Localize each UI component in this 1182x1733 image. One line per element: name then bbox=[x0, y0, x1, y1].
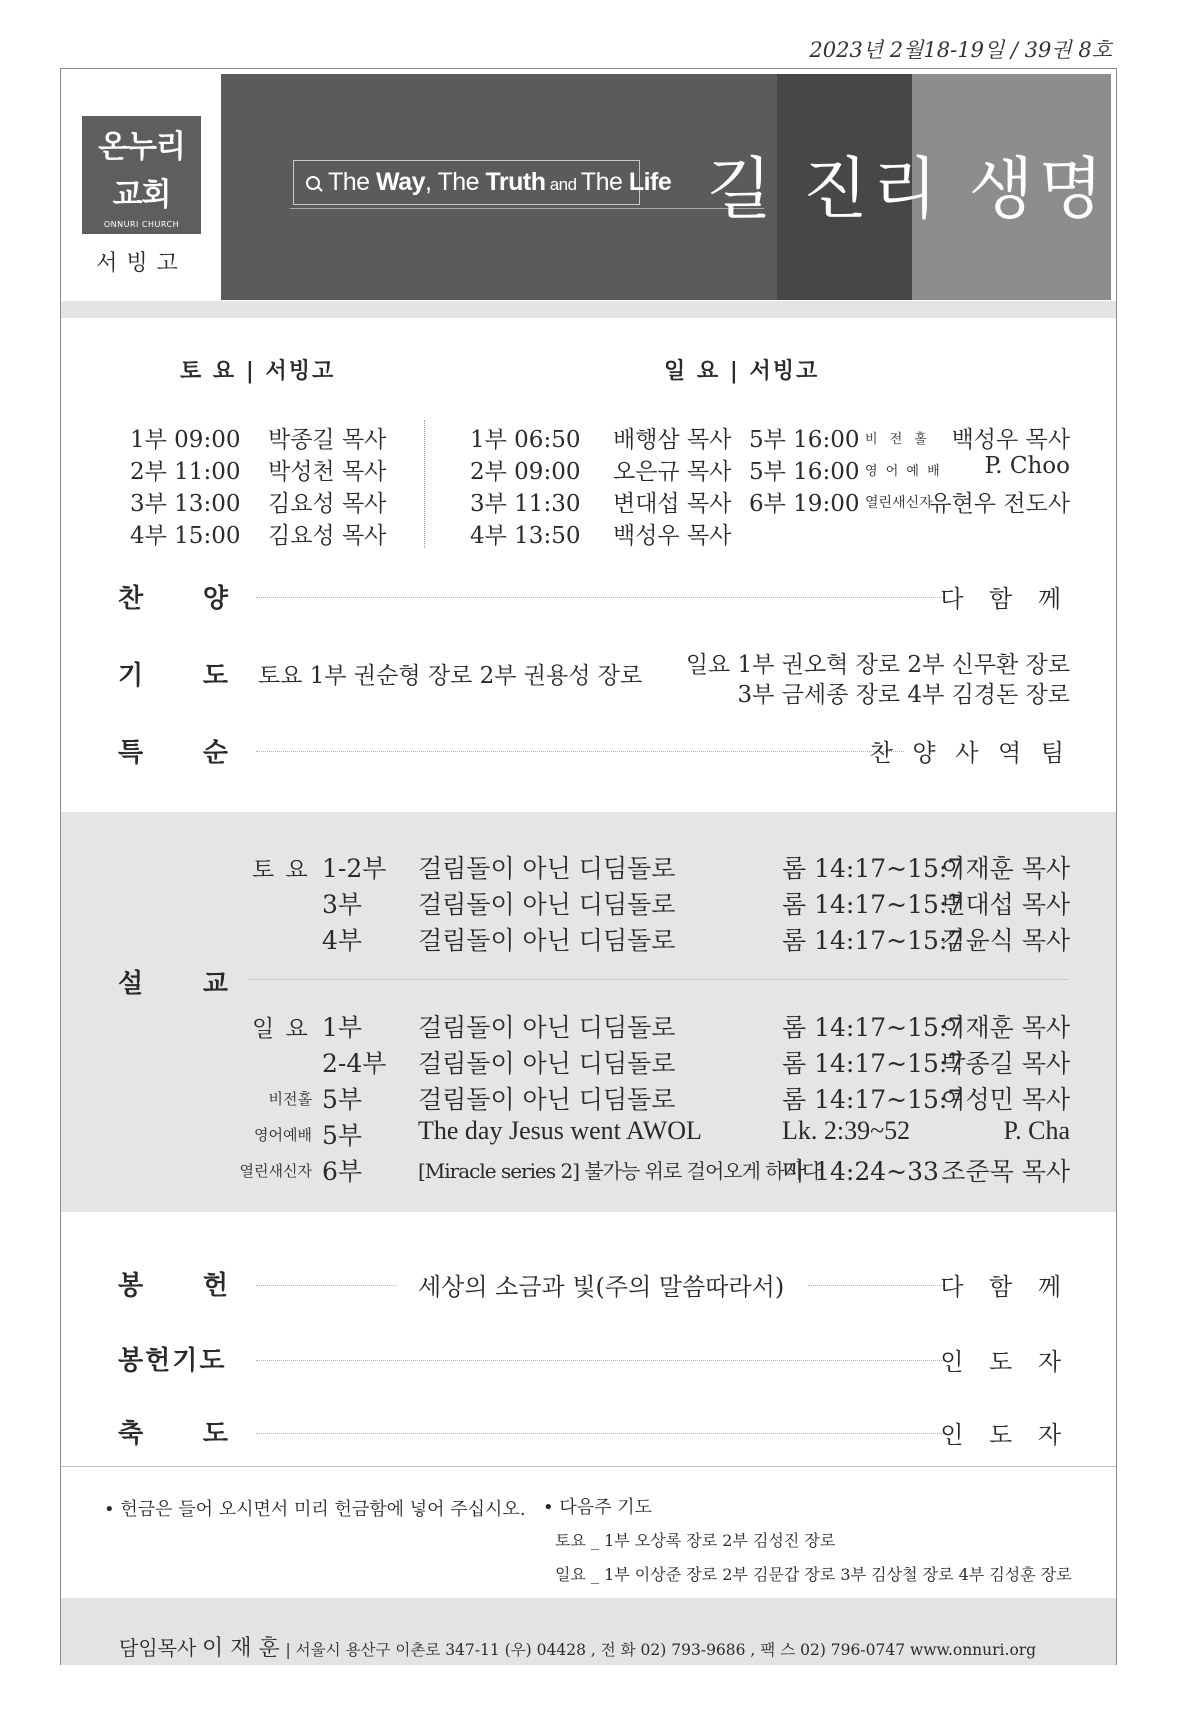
sun-extra-venue-1: 비 전 홀 bbox=[865, 432, 931, 447]
prayer-sunday-1: 일요 1부 권오혁 장로 2부 신무환 장로 bbox=[685, 652, 1070, 678]
sat-service-3: 3부 13:00 bbox=[130, 491, 241, 517]
sermon-sat-part-3: 4부 bbox=[322, 926, 363, 955]
sun-extra-service-1: 5부 16:00 bbox=[749, 427, 860, 453]
sermon-sat-scripture-3: 롬 14:17~15:7 bbox=[782, 926, 964, 955]
sermon-sat-speaker-1: 이재훈 목사 bbox=[941, 854, 1070, 883]
offering-prayer-label: 봉헌기도 bbox=[118, 1346, 227, 1376]
sermon-sun-venue-4: 영어예배 bbox=[254, 1126, 312, 1144]
sun-extra-service-2: 5부 16:00 bbox=[749, 459, 860, 485]
sermon-sun-part-4: 5부 bbox=[322, 1121, 363, 1150]
sermon-sat-part-2: 3부 bbox=[322, 890, 363, 919]
sermon-sun-speaker-4: P. Cha bbox=[1003, 1116, 1070, 1145]
offering-prayer-right: 인 도 자 bbox=[940, 1348, 1070, 1376]
saturday-heading: 토 요 | 서빙고 bbox=[180, 358, 336, 384]
sun-pastor-2: 오은규 목사 bbox=[613, 459, 732, 485]
sermon-sat-part-1: 1-2부 bbox=[322, 854, 387, 883]
sat-pastor-4: 김요성 목사 bbox=[268, 523, 387, 549]
sun-extra-service-3: 6부 19:00 bbox=[749, 491, 860, 517]
motto-underline bbox=[290, 208, 764, 209]
header-divider-band bbox=[61, 301, 1116, 318]
sermon-sun-scripture-2: 롬 14:17~15:7 bbox=[782, 1049, 964, 1078]
offering-prayer-dots bbox=[256, 1360, 946, 1361]
sun-service-2: 2부 09:00 bbox=[470, 459, 581, 485]
sermon-sun-scripture-3: 롬 14:17~15:7 bbox=[782, 1085, 964, 1114]
benediction-label: 축 도 bbox=[118, 1419, 228, 1449]
sermon-sat-label: 토 요 bbox=[252, 857, 310, 883]
logo-korean-line2: 교회 bbox=[112, 177, 171, 213]
offering-label: 봉 헌 bbox=[118, 1271, 228, 1301]
motto-truth: Truth bbox=[485, 168, 546, 196]
sermon-sun-venue-3: 비전홀 bbox=[268, 1090, 312, 1108]
motto-part: The bbox=[580, 168, 629, 196]
sermon-sat-title-1: 걸림돌이 아닌 디딤돌로 bbox=[418, 854, 676, 883]
sermon-sun-scripture-4: Lk. 2:39~52 bbox=[782, 1116, 911, 1145]
sun-service-4: 4부 13:50 bbox=[470, 523, 581, 549]
sun-extra-venue-3: 열린새신자 bbox=[865, 495, 933, 511]
senior-pastor-name: 이 재 훈 bbox=[202, 1636, 280, 1661]
sun-extra-pastor-3: 유현우 전도사 bbox=[929, 491, 1070, 517]
sat-pastor-2: 박성천 목사 bbox=[268, 459, 387, 485]
prayer-saturday: 토요 1부 권순형 장로 2부 권용성 장로 bbox=[258, 663, 643, 689]
sermon-sun-title-2: 걸림돌이 아닌 디딤돌로 bbox=[418, 1049, 676, 1078]
motto-way: Way bbox=[376, 168, 426, 196]
sermon-sat-title-2: 걸림돌이 아닌 디딤돌로 bbox=[418, 890, 676, 919]
offering-song: 세상의 소금과 빛(주의 말씀따라서) bbox=[418, 1273, 785, 1301]
sermon-sat-title-3: 걸림돌이 아닌 디딤돌로 bbox=[418, 926, 676, 955]
prayer-sunday-2: 3부 금세종 장로 4부 김경돈 장로 bbox=[737, 682, 1070, 708]
sermon-sun-part-5: 6부 bbox=[322, 1157, 363, 1186]
sermon-sun-part-1: 1부 bbox=[322, 1013, 363, 1042]
church-address: | 서울시 용산구 이촌로 347-11 (우) 04428 , 전 화 02) 793-9686 , 팩 스 02) 796-0747 www.onnuri.org bbox=[285, 1641, 1037, 1659]
sun-pastor-4: 백성우 목사 bbox=[613, 523, 732, 549]
sermon-sun-part-2: 2-4부 bbox=[322, 1049, 387, 1078]
sat-pastor-3: 김요성 목사 bbox=[268, 491, 387, 517]
sermon-divider bbox=[248, 979, 1068, 980]
sermon-sun-venue-5: 열린새신자 bbox=[239, 1162, 312, 1180]
prayer-label: 기 도 bbox=[118, 661, 228, 691]
sermon-sun-title-4: The day Jesus went AWOL bbox=[418, 1116, 702, 1145]
sermon-sun-label: 일 요 bbox=[252, 1016, 310, 1042]
next-prayer-saturday: 토요 _ 1부 오상록 장로 2부 김성진 장로 bbox=[555, 1531, 836, 1550]
logo-english: ONNURI CHURCH bbox=[103, 220, 180, 229]
footer-info bbox=[119, 1631, 1036, 1662]
church-logo bbox=[82, 116, 201, 234]
sermon-label: 설 교 bbox=[118, 969, 228, 999]
sun-pastor-1: 배행삼 목사 bbox=[613, 427, 732, 453]
sermon-sun-speaker-3: 여성민 목사 bbox=[941, 1085, 1070, 1114]
sat-service-1: 1부 09:00 bbox=[130, 427, 241, 453]
next-prayer-sunday: 일요 _ 1부 이상준 장로 2부 김문갑 장로 3부 김상철 장로 4부 김성훈 장로 bbox=[555, 1565, 1072, 1584]
benediction-right: 인 도 자 bbox=[940, 1421, 1070, 1449]
sermon-sun-part-3: 5부 bbox=[322, 1085, 363, 1114]
sermon-sun-speaker-5: 조준목 목사 bbox=[941, 1157, 1070, 1186]
praise-label: 찬 양 bbox=[118, 584, 228, 614]
issue-date: 2023년 2월18-19일 / 39권 8호 bbox=[809, 38, 1112, 62]
offering-leader-dots-left bbox=[256, 1285, 396, 1286]
offering-right: 다 함 께 bbox=[940, 1273, 1070, 1301]
search-icon bbox=[306, 176, 320, 190]
next-prayer-heading: • 다음주 기도 bbox=[543, 1497, 653, 1518]
motto-box bbox=[293, 160, 672, 205]
benediction-dots bbox=[256, 1433, 946, 1434]
motto-part: The bbox=[328, 168, 377, 196]
sun-extra-pastor-1: 백성우 목사 bbox=[951, 427, 1070, 453]
motto-and: and bbox=[545, 175, 581, 194]
sermon-sun-scripture-1: 롬 14:17~15:7 bbox=[782, 1013, 964, 1042]
sermon-sat-speaker-2: 변대섭 목사 bbox=[941, 890, 1070, 919]
bulletin-title: 길 진리 생명 bbox=[707, 150, 1109, 228]
senior-pastor-label: 담임목사 bbox=[119, 1636, 197, 1660]
special-leader-dots bbox=[256, 751, 904, 752]
sermon-sun-speaker-2: 박종길 목사 bbox=[941, 1049, 1070, 1078]
praise-leader-dots bbox=[256, 597, 946, 598]
special-right: 찬 양 사 역 팀 bbox=[869, 739, 1070, 767]
schedule-divider bbox=[424, 420, 425, 548]
sermon-sun-title-5: [Miracle series 2] 불가능 위로 걸어오게 하시다 bbox=[418, 1159, 821, 1183]
sat-service-2: 2부 11:00 bbox=[130, 459, 241, 485]
motto-part: , The bbox=[425, 168, 486, 196]
sermon-sun-title-1: 걸림돌이 아닌 디딤돌로 bbox=[418, 1013, 676, 1042]
sermon-sat-scripture-2: 롬 14:17~15:7 bbox=[782, 890, 964, 919]
sun-extra-pastor-2: P. Choo bbox=[984, 453, 1070, 479]
sermon-sun-title-3: 걸림돌이 아닌 디딤돌로 bbox=[418, 1085, 676, 1114]
motto-life: Life bbox=[628, 168, 672, 196]
sermon-sun-speaker-1: 이재훈 목사 bbox=[941, 1013, 1070, 1042]
sermon-sat-scripture-1: 롬 14:17~15:7 bbox=[782, 854, 964, 883]
notes-divider bbox=[61, 1466, 1116, 1467]
sun-service-3: 3부 11:30 bbox=[470, 491, 581, 517]
praise-right: 다 함 께 bbox=[940, 585, 1070, 613]
campus-name: 서빙고 bbox=[96, 251, 187, 276]
special-label: 특 순 bbox=[118, 738, 228, 768]
sermon-sat-speaker-3: 김윤식 목사 bbox=[941, 926, 1070, 955]
sun-pastor-3: 변대섭 목사 bbox=[613, 491, 732, 517]
sat-pastor-1: 박종길 목사 bbox=[268, 427, 387, 453]
sun-service-1: 1부 06:50 bbox=[470, 427, 581, 453]
offering-leader-dots-right bbox=[808, 1285, 946, 1286]
logo-korean-line1: 온누리 bbox=[98, 129, 185, 165]
offering-note: • 헌금은 들어 오시면서 미리 헌금함에 넣어 주십시오. bbox=[104, 1499, 526, 1520]
sat-service-4: 4부 15:00 bbox=[130, 523, 241, 549]
sermon-sun-scripture-5: 마 14:24~33 bbox=[782, 1157, 939, 1186]
sun-extra-venue-2: 영 어 예 배 bbox=[865, 464, 942, 479]
sunday-heading: 일 요 | 서빙고 bbox=[664, 358, 820, 384]
